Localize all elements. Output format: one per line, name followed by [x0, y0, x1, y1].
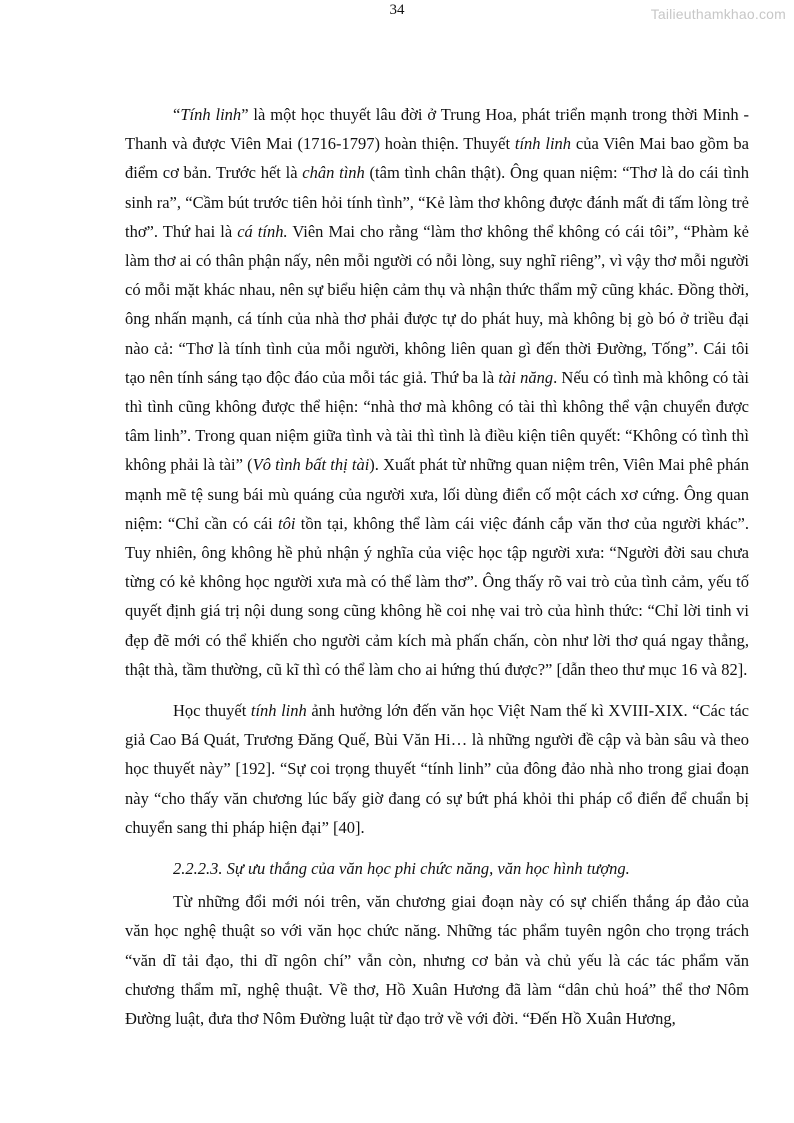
italic-term: tính linh: [514, 134, 572, 154]
italic-term: Tính linh: [180, 105, 242, 124]
watermark: Tailieuthamkhao.com: [650, 6, 786, 22]
paragraph-tinh-linh: [125, 100, 749, 684]
text-run: ảnh hưởng lớn đến văn học Việt Nam thế kì XVIII-XIX. “Các tác giả Cao Bá Quát, Trương Đăng Quế, Bùi Văn Hi… là những người đề cập và bàn sâu và theo học thuyết này” [192]. “Sự coi trọng thuyết “tính linh” của đông đảo nhà nho trong giai đoạn này “cho thấy văn chương lúc bấy giờ đang có sự bứt phá khỏi thi pháp cổ điển để chuẩn bị chuyển sang thi pháp hiện đại” [40].: [125, 701, 749, 837]
italic-term: Vô tình bất thị tài: [252, 455, 370, 475]
text-run: của Viên Mai bao gồm ba điểm cơ bản. Trước hết là: [125, 134, 749, 183]
text-run: Học thuyết: [173, 701, 251, 721]
paragraph-influence: [125, 696, 749, 842]
italic-term: tài năng: [498, 367, 554, 387]
text-run: “: [173, 105, 181, 124]
italic-term: tính linh: [250, 701, 307, 721]
text-run: tồn tại, không thể làm cái việc đánh cắp văn thơ của người khác”. Tuy nhiên, ông không hề phủ nhận ý nghĩa của việc học tập người xưa: “Người đời sau chưa từng có kẻ không học người xưa mà có thể làm thơ”. Ông thấy rõ vai trò của tình cảm, yếu tố quyết định giá trị nội dung song cũng không hề coi nhẹ vai trò của hình thức: “Chỉ lời tinh vi đẹp đẽ mới có thể khiến cho người cảm kích mà phấn chấn, còn như lời thơ quá ngay thẳng, thật thà, tầm thường, cũ kĩ thì có thể làm cho ai hứng thú được?” [dẫn theo thư mục 16 và 82].: [125, 513, 749, 679]
text-run: (tâm tình chân thật). Ông quan niệm: “Thơ là do cái tình sinh ra”, “Cầm bút trước tiên hỏi tính tình”, “Kẻ làm thơ không được đánh mất đi tấm lòng trẻ thơ”. Thứ hai là: [125, 163, 749, 241]
paragraph-section-body: Từ những đổi mới nói trên, văn chương giai đoạn này có sự chiến thắng áp đảo của văn học nghệ thuật so với văn học chức năng. Những tác phẩm tuyên ngôn cho trọng trách “văn dĩ tải đạo, thi dĩ ngôn chí” vẫn còn, nhưng cơ bản và chủ yếu là các tác phẩm văn chương thẩm mĩ, nghệ thuật. Về thơ, Hồ Xuân Hương đã làm “dân chủ hoá” thể thơ Nôm Đường luật, đưa thơ Nôm Đường luật từ đạo trở về với đời. “Đến Hồ Xuân Hương,: [125, 892, 749, 1029]
text-run: ” là một học thuyết lâu đời ở Trung Hoa, phát triển mạnh trong thời Minh - Thanh và được Viên Mai (1716-1797) hoàn thiện. Thuyết: [125, 105, 749, 154]
section-heading: 2.2.2.3. Sự ưu thắng của văn học phi chức năng, văn học hình tượng.: [173, 859, 630, 879]
text-run: Viên Mai cho rằng “làm thơ không thể không có cái tôi”, “Phàm kẻ làm thơ ai có thân phận nấy, nên mỗi người có nỗi lòng, suy nghĩ riêng”, vì vậy thơ mỗi người có mỗi mặt khác nhau, nên sự biểu hiện cảm thụ và nhận thức thẩm mỹ cũng khác. Đồng thời, ông nhấn mạnh, cá tính của nhà thơ phải được tự do phát huy, mà không bị gò bó ở triều đại nào cả: “Thơ là tính tình của mỗi người, không liên quan gì đến thời Đường, Tống”. Cái tôi tạo nên tính sáng tạo độc đáo của mỗi tác giả. Thứ ba là: [125, 221, 749, 387]
text-run: ). Xuất phát từ những quan niệm trên, Viên Mai phê phán mạnh mẽ tệ sung bái mù quáng của người xưa, lối dùng điển cố một cách xơ cứng. Ông quan niệm: “Chỉ cần có cái: [125, 455, 749, 533]
italic-term: cá tính.: [237, 221, 288, 241]
page-number: 34: [389, 2, 405, 18]
document-body: [125, 100, 749, 1033]
italic-term: chân tình: [302, 163, 365, 183]
text-run: . Nếu có tình mà không có tài thì tình cũng không được thể hiện: “nhà thơ mà không có tài thì không thể vận chuyển được tâm linh”. Trong quan niệm giữa tình và tài thì tình là điều kiện tiên quyết: “Không có tình thì không phải là tài” (: [125, 367, 749, 475]
italic-term: tôi: [278, 513, 296, 533]
